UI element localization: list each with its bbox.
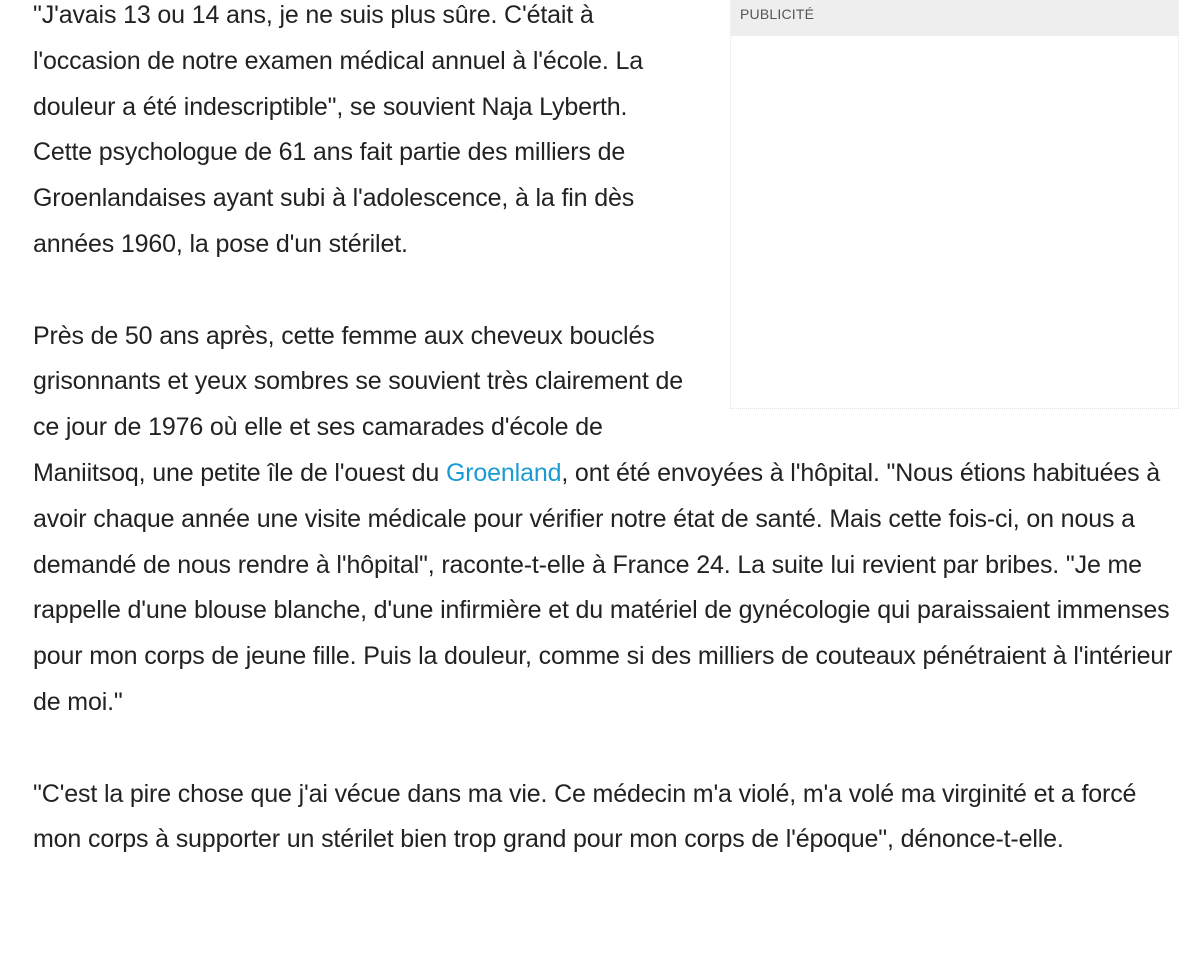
paragraph-text: Près de 50 ans après, cette femme aux cheveux bouclés grisonnants et yeux sombres se souvient très clairement de ce jour de 1976 où elle et ses camarades d'école de Maniitsoq, une petite île de l'ouest du bbox=[33, 321, 683, 487]
advertisement-label: PUBLICITÉ bbox=[740, 6, 815, 22]
article-paragraph-1: "J'avais 13 ou 14 ans, je ne suis plus sûre. C'était à l'occasion de notre examen médical annuel à l'école. La douleur a été indescriptible", se souvient Naja Lyberth. Cette psychologue de 61 ans fait partie des milliers de Groenlandaises ayant subi à l'adolescence, à la fin dès années 1960, la pose d'un stérilet. bbox=[33, 1, 644, 258]
article-paragraph-3: "C'est la pire chose que j'ai vécue dans ma vie. Ce médecin m'a violé, m'a volé ma virginité et a forcé mon corps à supporter un stérilet bien trop grand pour mon corps de l'époque", dénonce-t-elle. bbox=[33, 779, 1137, 854]
groenland-link[interactable]: Groenland bbox=[445, 458, 562, 487]
paragraph-text: , ont été envoyées à l'hôpital. "Nous étions habituées à avoir chaque année une visite médicale pour vérifier notre état de santé. Mais cette fois-ci, on nous a demandé de nous rendre à l'hôpital", raconte-t-elle à France 24. La suite lui revient par bribes. "Je me rappelle d'une blouse blanche, d'une infirmière et du matériel de gynécologie qui paraissaient immenses pour mon corps de jeune fille. Puis la douleur, comme si des milliers de couteaux pénétraient à l'intérieur de moi." bbox=[33, 458, 1173, 716]
advertisement-block[interactable] bbox=[730, 0, 1179, 409]
article-body bbox=[33, 0, 1173, 863]
advertisement-header bbox=[731, 0, 1178, 36]
